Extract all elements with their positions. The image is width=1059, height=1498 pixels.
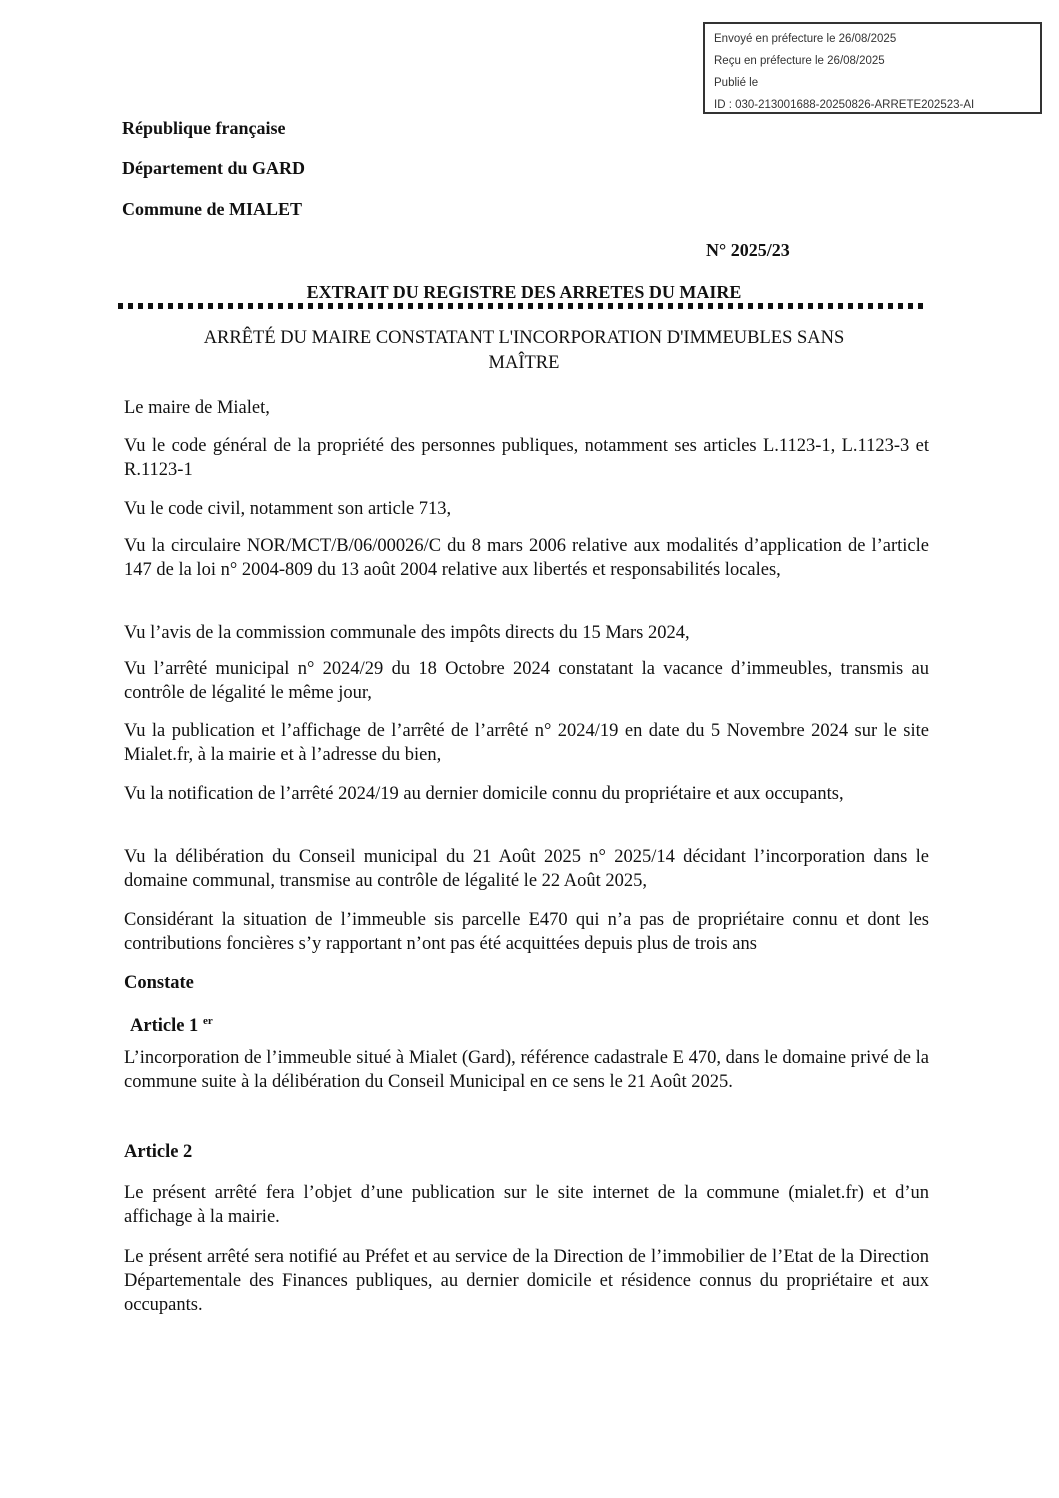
article-1-heading: Article 1 $^{er}$: [130, 1015, 213, 1037]
republic-label: République française: [122, 118, 286, 138]
article-2-heading: Article 2: [124, 1142, 193, 1162]
intro-text: Le maire de Mialet,: [124, 398, 270, 418]
consideration-item: Vu le code général de la propriété des personnes publiques, notamment ses articles L.1123-1, L.1123-3 et R.1123-1: [124, 436, 929, 480]
decree-number: N° 2025/23: [706, 240, 790, 260]
consideration-item: Considérant la situation de l’immeuble sis parcelle E470 qui n’a pas de propriétaire connu et dont les contributions foncières s’y rapportant n’ont pas été acquittées depuis plus de trois ans: [124, 910, 929, 954]
consideration-item: Vu la publication et l’affichage de l’arrêté de l’arrêté n° 2024/19 en date du 5 Novembre 2024 sur le site Mialet.fr, à la mairie et à l’adresse du bien,: [124, 721, 929, 765]
dotted-divider: [118, 303, 928, 309]
consideration-item: Vu la délibération du Conseil municipal du 21 Août 2025 n° 2025/14 décidant l’incorporation dans le domaine communal, transmise au contrôle de légalité le 22 Août 2025,: [124, 847, 929, 891]
department-label: Département du GARD: [122, 158, 305, 178]
prefecture-stamp: [703, 22, 1042, 114]
register-title: EXTRAIT DU REGISTRE DES ARRETES DU MAIRE: [306, 282, 742, 302]
stamp-received: Reçu en préfecture le 26/08/2025: [714, 55, 885, 67]
article-2-paragraph: Le présent arrêté fera l’objet d’une publication sur le site internet de la commune (mialet.fr) et d’un affichage à la mairie.: [124, 1183, 929, 1227]
commune-label: Commune de MIALET: [122, 199, 303, 219]
consideration-item: Vu la circulaire NOR/MCT/B/06/00026/C du 8 mars 2006 relative aux modalités d’application de l’article 147 de la loi n° 2004-809 du 13 août 2004 relative aux libertés et responsabilités locales,: [124, 536, 929, 580]
document-title: ARRÊTÉ DU MAIRE CONSTATANT L'INCORPORATION D'IMMEUBLES SANS MAÎTRE: [203, 328, 845, 373]
consideration-item: Vu l’arrêté municipal n° 2024/29 du 18 Octobre 2024 constatant la vacance d’immeubles, transmis au contrôle de légalité le même jour,: [124, 659, 929, 703]
consideration-item: Vu l’avis de la commission communale des impôts directs du 15 Mars 2024,: [124, 623, 690, 643]
consideration-item: Vu la notification de l’arrêté 2024/19 au dernier domicile connu du propriétaire et aux occupants,: [124, 784, 844, 804]
stamp-published: Publié le: [714, 77, 759, 89]
consideration-item: Vu le code civil, notamment son article 713,: [124, 499, 452, 519]
constate-heading: Constate: [124, 973, 194, 993]
article-2-paragraph: Le présent arrêté sera notifié au Préfet et au service de la Direction de l’immobilier de l’Etat de la Direction Départementale des Finances publiques, au dernier domicile et résidence connus du propriétaire et aux occupants.: [124, 1247, 929, 1315]
stamp-sent: Envoyé en préfecture le 26/08/2025: [714, 33, 897, 45]
article-1-text: L’incorporation de l’immeuble situé à Mialet (Gard), référence cadastrale E 470, dans le domaine privé de la commune suite à la délibération du Conseil Municipal en ce sens le 21 Août 2025.: [124, 1048, 929, 1092]
stamp-id: ID : 030-213001688-20250826-ARRETE202523-AI: [714, 99, 975, 111]
